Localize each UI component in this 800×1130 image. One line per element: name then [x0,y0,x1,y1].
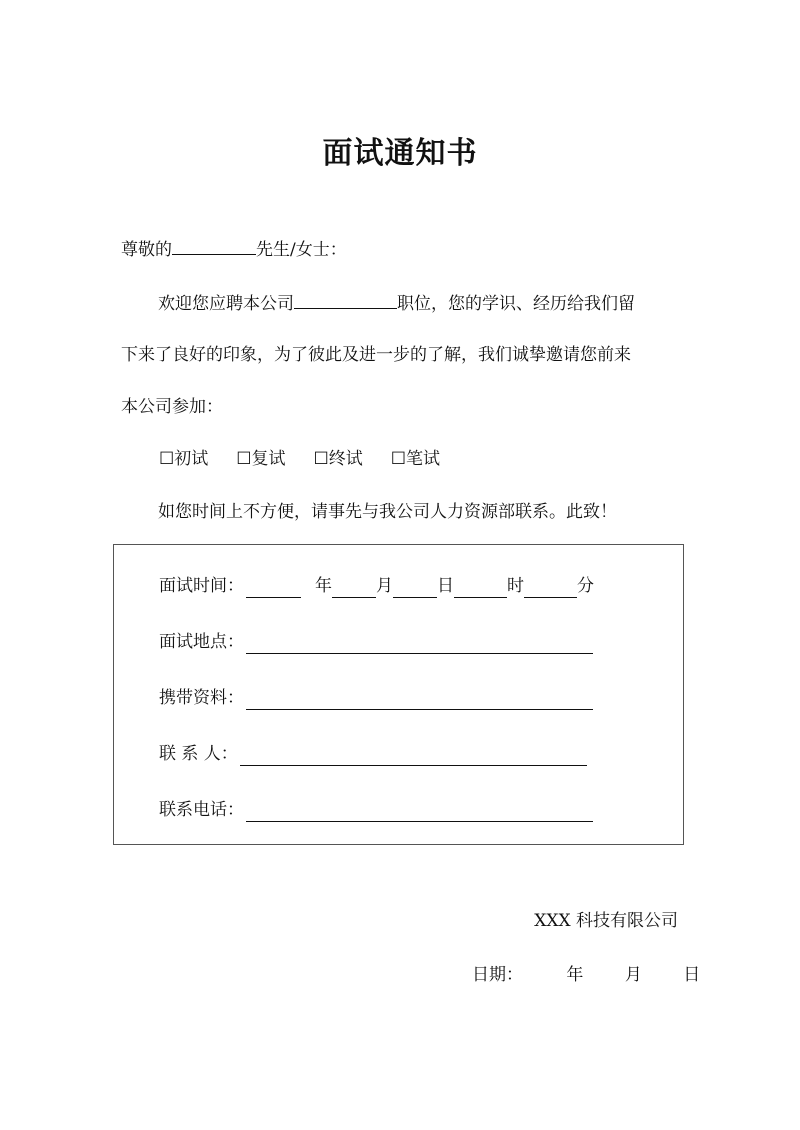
time-hour-blank[interactable] [454,579,507,598]
checkbox-first-interview[interactable]: ☐初试 [159,449,209,469]
body-line-3 [121,395,223,419]
time-year-unit: 年 [315,576,332,596]
checkbox-final-interview[interactable]: ☐终试 [313,449,363,469]
date-month-unit: 月 [624,965,642,985]
time-hour-unit: 时 [507,576,524,596]
time-minute-unit: 分 [577,576,594,596]
interview-time-row [159,574,594,598]
interview-time-label: 面试时间： [159,576,244,596]
body-line-2 [121,343,631,367]
time-month-unit: 月 [376,576,393,596]
contact-blank[interactable] [240,747,587,766]
contact-row [159,742,587,766]
body-text-1b: 职位，您的学识、经历给我们留 [397,294,635,314]
materials-label: 携带资料： [159,688,244,708]
name-blank[interactable] [172,236,256,255]
checkbox-second-interview[interactable]: ☐复试 [236,449,286,469]
date-label: 日期： [472,965,523,985]
signature-date [472,960,700,985]
materials-blank[interactable] [246,691,593,710]
body-text-2: 如您时间上不方便，请事先与我公司人力资源部联系。此致！ [158,502,617,522]
phone-label: 联系电话： [159,800,244,820]
salutation-suffix: 先生/女士： [256,240,347,260]
contact-label: 联 系 人： [159,744,238,764]
document-title: 面试通知书 [322,136,478,171]
interview-location-label: 面试地点： [159,632,244,652]
time-minute-blank[interactable] [524,579,577,598]
materials-row [159,686,593,710]
time-year-blank[interactable] [246,579,301,598]
checkbox-written-test[interactable]: ☐笔试 [390,449,440,469]
interview-details-box [113,544,684,845]
interview-type-options [159,447,440,471]
location-blank[interactable] [246,635,593,654]
time-day-blank[interactable] [393,579,437,598]
date-year-unit: 年 [566,965,584,985]
position-blank[interactable] [294,290,397,309]
phone-blank[interactable] [246,803,593,822]
body-text-1a: 欢迎您应聘本公司 [158,294,294,314]
body-text-1d: 本公司参加： [121,397,223,417]
company-name: XXX 科技有限公司 [534,911,678,931]
body-line-4 [158,500,617,524]
date-day-unit: 日 [683,965,701,985]
phone-row [159,798,593,822]
body-text-1c: 下来了良好的印象，为了彼此及进一步的了解，我们诚挚邀请您前来 [121,345,631,365]
time-month-blank[interactable] [332,579,376,598]
interview-location-row [159,630,593,654]
time-day-unit: 日 [437,576,454,596]
body-line-1 [158,290,635,316]
salutation-prefix: 尊敬的 [121,240,172,260]
salutation-line [121,236,347,262]
